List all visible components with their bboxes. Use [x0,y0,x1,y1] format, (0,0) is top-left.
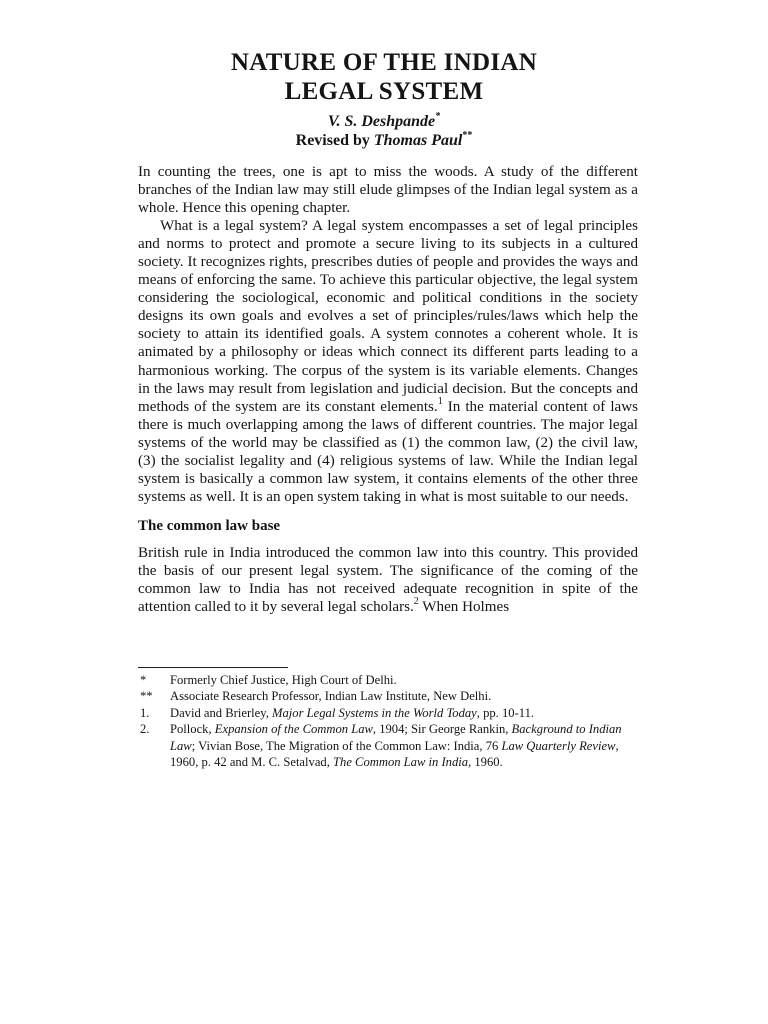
footnote-mark: 1. [140,705,150,720]
paragraph-3-part-a: British rule in India introduced the common law into this country. This provided the basis of our present legal system. The significance of the coming of the common law to India has not received adequate recognition in spite of the attention called to it by several legal scholars. [138,544,638,616]
footnote-mark: 2. [140,722,150,737]
paragraph-3 [138,544,638,616]
section-heading: The common law base [138,517,281,534]
author-footnote-mark: * [435,110,441,122]
footnote-book-title: The Common Law in India [333,755,469,770]
footnote-item [138,672,638,688]
paragraph-2 [138,217,638,506]
author-name: V. S. Deshpande [327,113,436,130]
paragraph-3-part-b: When Holmes [418,599,510,616]
footnote-text: Associate Research Professor, Indian Law Institute, New Delhi. [170,689,492,704]
footnote-book-title: Major Legal Systems in the World Today [272,705,477,720]
byline [0,112,768,150]
footnote-ref-2: 2 [413,596,419,607]
footnote-mark: * [140,673,147,687]
chapter-title-line-1: NATURE OF THE INDIAN [230,49,538,76]
paragraph-2-part-b: In the material content of laws there is much overlapping among the laws of different countries. The major legal systems of the world may be classified as (1) the common law, (2) the civil law, (3) the socialist legality and (4) religious systems of law. While the Indian legal system is basically a common law system, it contains elements of the other three systems as well. It is an open system taking in what is most suitable to our needs. [138,398,638,505]
reviser-footnote-mark: ** [462,129,473,141]
paragraph-2-part-a: What is a legal system? A legal system encompasses a set of legal principles and norms to protect and promote a secure living to its subjects in a cultured society. It recognizes rights, prescribes duties of people and provides the ways and means of enforcing the same. To achieve this particular objective, the legal system considering the sociological, economic and political conditions in the society designs its own goals and evolves a set of principles/rules/laws which help the society to attain its identified goals. A system connotes a coherent whole. It is animated by a philosophy or ideas which connect its different parts leading to a harmonious working. The corpus of the system is its variable elements. Changes in the laws may result from legislation and judicial decision. But the concepts and methods of the system are its constant elements. [138,218,638,415]
footnote-text-part: , 1904; Sir George Rankin, [372,722,512,737]
footnote-text-part: Pollock, [170,722,215,737]
footnote-text [170,721,638,770]
footnote-text-part: , 1960. [468,755,503,770]
reviser-name: Thomas Paul [373,132,463,149]
revised-by-prefix: Revised by [295,132,374,149]
author-line [0,112,768,131]
footnotes [138,672,638,770]
footnote-ref-1: 1 [437,395,443,407]
chapter-title [0,48,768,106]
footnote-mark: ** [140,689,153,704]
body-text [138,163,638,616]
footnote-text-part: ; Vivian Bose, The Migration of the Common Law: India, 76 [191,738,502,753]
footnote-journal-title: Law Quarterly Review [501,738,616,753]
paragraph-1: In counting the trees, one is apt to miss the woods. A study of the different branches of the Indian law may still elude glimpses of the Indian legal system as a whole. Hence this opening chapter. [138,164,638,217]
footnote-book-title: Background to Indian Law [170,722,622,753]
chapter-title-line-2: LEGAL SYSTEM [284,78,484,105]
footnote-item [138,721,638,770]
footnote-divider [138,667,288,668]
footnote-text-part: David and Brierley, [170,705,272,720]
footnote-text-part: , pp. 10-11. [476,705,535,720]
footnote-book-title: Expansion of the Common Law [214,722,373,737]
footnote-item [138,705,638,721]
reviser-line [0,131,768,150]
footnote-item [138,688,638,704]
footnote-text-part: , 1960, p. 42 and M. C. Setalvad, [170,738,619,770]
footnote-text: Formerly Chief Justice, High Court of Delhi. [170,673,397,687]
footnote-text [170,705,638,721]
